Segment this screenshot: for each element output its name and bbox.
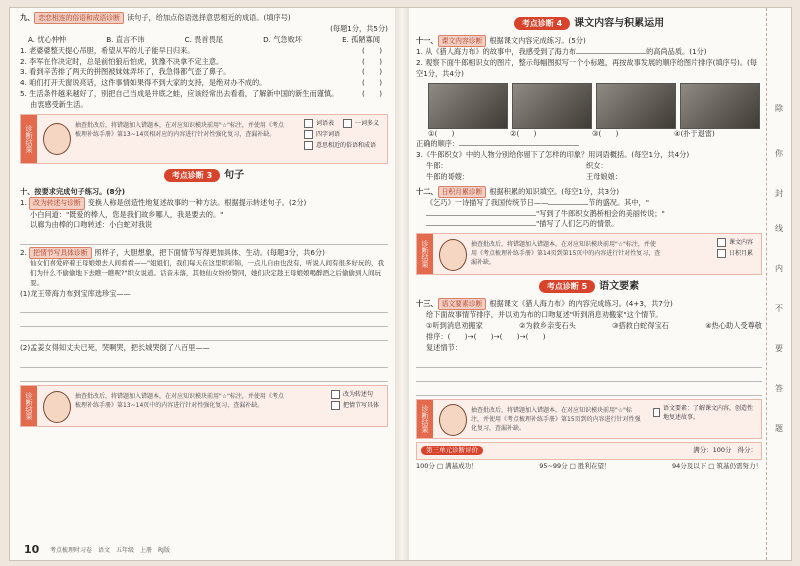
q9-answer-blank[interactable]: ( ) bbox=[362, 67, 382, 77]
character-row bbox=[416, 161, 762, 172]
q9-item bbox=[20, 57, 388, 68]
checkbox-icon[interactable] bbox=[304, 130, 313, 139]
q12-line bbox=[416, 209, 762, 220]
character-label: 王母娘娘： bbox=[586, 171, 622, 181]
answer-line[interactable] bbox=[20, 356, 388, 368]
banner-title: 句子 bbox=[224, 169, 245, 181]
page-footer: 考点梳理时习卷 语文 五年级 上册 RJ版 bbox=[50, 547, 170, 554]
q12-text: 节的盛况。其中，" bbox=[588, 197, 650, 207]
checkbox-icon[interactable] bbox=[304, 141, 313, 150]
left-column bbox=[20, 12, 388, 430]
q10-part2: 2. 把情节写具体诊断 照样子，大胆想象，把下面情节写得更加具体、生动。(每题3分，共6分) bbox=[20, 247, 388, 259]
diagnosis-options bbox=[304, 119, 379, 152]
event-label: ④热心助人受尊敬 bbox=[705, 321, 762, 331]
diagnosis-option[interactable] bbox=[331, 401, 379, 410]
unit-score-bar bbox=[416, 442, 762, 460]
character-label: 织女： bbox=[586, 160, 608, 170]
sideband-char: 你 bbox=[775, 149, 783, 158]
q9-item-text: 1. 老婆婆整天提心吊胆，希望从军的儿子能早日归来。 bbox=[20, 45, 195, 55]
option-label: 改为转述句 bbox=[342, 391, 373, 399]
q9-header bbox=[20, 12, 388, 24]
character-row bbox=[416, 172, 762, 183]
story-picture bbox=[680, 83, 760, 129]
diagnosis-option[interactable] bbox=[717, 238, 753, 247]
q9-option-d: D. 气急败坏 bbox=[263, 34, 302, 44]
sideband-char: 要 bbox=[775, 344, 783, 353]
diagnosis-box bbox=[416, 399, 762, 439]
score-label: 得分： bbox=[737, 445, 757, 454]
banner-pill: 考点诊断 4 bbox=[514, 17, 570, 30]
checkbox-icon[interactable] bbox=[653, 408, 660, 417]
story-picture bbox=[428, 83, 508, 129]
q9-answer-blank[interactable]: ( ) bbox=[362, 56, 382, 66]
diagnosis-option[interactable] bbox=[717, 249, 753, 258]
q9-instruction: 读句子，给加点俗语选择意思相近的成语。(填序号) bbox=[126, 13, 291, 22]
q11-item1-tail: 的高尚品质。(1分) bbox=[646, 47, 707, 57]
answer-line[interactable] bbox=[20, 315, 388, 327]
grade-option[interactable]: 95~99分 □ 胜利在望！ bbox=[539, 461, 611, 470]
q13-instruction: 根据课文《猎人海力布》的内容完成练习。(4+3，共7分) bbox=[489, 299, 673, 309]
section-banner-5 bbox=[504, 279, 674, 294]
q9-label: 九、 bbox=[20, 13, 35, 22]
worksheet-page bbox=[9, 7, 792, 561]
option-label: 四字词语 bbox=[315, 130, 340, 138]
q9-item bbox=[20, 46, 388, 57]
event-label: ①听到消息劝搬家 bbox=[426, 321, 483, 331]
option-label: 把情节写具体 bbox=[342, 402, 379, 410]
diagnosis-label: 诊断结果 bbox=[21, 115, 37, 163]
sideband-char: 不 bbox=[775, 304, 783, 313]
q13-tag: 语文要素诊断 bbox=[438, 298, 487, 310]
checkbox-icon[interactable] bbox=[304, 119, 313, 128]
q11-item3: 3.《牛郎织女》中的人物分别给你留下了怎样的印象？用词语概括。(每空1分，共4分) bbox=[416, 150, 690, 160]
q12-text: "写到了牛郎织女鹊桥相会的美丽传说；" bbox=[536, 208, 665, 218]
q9-tag: 恋恋相连的俗语和成语诊断 bbox=[34, 12, 124, 24]
answer-blank[interactable] bbox=[548, 204, 588, 205]
diagnosis-text: 抽查批改后，将错题加入错题本，在对应知识模块前用"☆"标注，并使用《考点梳理补练手册》第13~14页相对应的内容进行针对性强化复习，查漏补缺。 bbox=[75, 121, 284, 138]
q9-continuation: 由衷感受新生活。 bbox=[30, 99, 88, 109]
diagnosis-text: 抽查批改后，将错题加入错题本，在对应知识模块前用"☆"标注，并使用《考点梳理补练手册》第14页到第15页中的内容进行针对性复习，查漏补缺。 bbox=[471, 241, 661, 267]
q9-option-e: E. 孤陋寡闻 bbox=[342, 34, 380, 44]
caption-blank[interactable]: ③( ) bbox=[592, 128, 619, 138]
caption-blank[interactable]: ②( ) bbox=[510, 128, 537, 138]
answer-line[interactable] bbox=[416, 370, 762, 382]
right-column bbox=[416, 12, 762, 471]
q10-header: 十、按要求完成句子练习。(8分) bbox=[20, 186, 126, 196]
caption-blank[interactable]: ④(扑于退雷) bbox=[674, 128, 715, 138]
diagnosis-label: 诊断结果 bbox=[417, 400, 433, 438]
answer-blank[interactable] bbox=[459, 145, 579, 146]
q12-header bbox=[416, 186, 762, 198]
q10-part1: 1. 改为转述与诊断 变换人称是创造性地复述故事的一种方法。根据提示转述句子。(2分) bbox=[20, 197, 388, 209]
q11-item2: 2. 观察下面牛郎相识女的图片，整示每幅图拟写一个小标题，再按故事发展的顺序给图片排序(填序号)。(每空1分，共4分) bbox=[416, 57, 757, 78]
total-score: 满分：100分 bbox=[693, 445, 732, 454]
diagnosis-option[interactable] bbox=[653, 404, 753, 422]
character-label: 牛郎： bbox=[426, 160, 448, 170]
q10-p1-tag: 改为转述与诊断 bbox=[29, 197, 85, 209]
story-pictures bbox=[428, 83, 762, 129]
q13-label: 十三、 bbox=[416, 299, 438, 309]
banner-title: 课文内容与积累运用 bbox=[574, 18, 665, 29]
answer-line[interactable] bbox=[20, 370, 388, 382]
q9-item-text: 2. 李军在作决定时，总是前怕狼后怕虎，犹豫不决拿不定主意。 bbox=[20, 56, 224, 66]
grade-option[interactable]: 100分 □ 满基成功！ bbox=[416, 461, 478, 470]
diagnosis-options bbox=[653, 404, 753, 424]
q11-order bbox=[416, 139, 762, 150]
q12-label: 十二、 bbox=[416, 186, 438, 196]
q9-item bbox=[20, 67, 388, 78]
answer-line[interactable] bbox=[20, 301, 388, 313]
q10-item1: (1)龙王带海力布到宝库选珍宝—— bbox=[20, 288, 131, 298]
option-label: 词语表 bbox=[315, 119, 334, 127]
event-label: ②为救乡亲变石头 bbox=[519, 321, 576, 331]
student-avatar-icon bbox=[43, 391, 71, 423]
sideband-char: 封 bbox=[775, 189, 783, 198]
answer-line[interactable] bbox=[20, 329, 388, 341]
diagnosis-options bbox=[331, 390, 379, 412]
student-avatar-icon bbox=[439, 239, 467, 271]
sideband-char: 题 bbox=[775, 424, 783, 433]
story-picture bbox=[596, 83, 676, 129]
q12-line bbox=[416, 219, 762, 230]
sideband-char: 除 bbox=[775, 104, 783, 113]
option-label: 意思相近的俗语和成语 bbox=[315, 141, 376, 149]
q12-text: 《乞巧》一诗描写了我国传统节日—— bbox=[426, 197, 549, 207]
diagnosis-option[interactable] bbox=[304, 141, 379, 150]
q13-events bbox=[416, 321, 762, 332]
checkbox-icon[interactable] bbox=[343, 119, 352, 128]
q9-options bbox=[20, 35, 388, 46]
q12-line bbox=[416, 198, 762, 209]
diagnosis-box bbox=[20, 385, 388, 427]
checkbox-icon[interactable] bbox=[717, 249, 726, 258]
q9-item bbox=[20, 78, 388, 89]
sideband-char: 内 bbox=[775, 264, 783, 273]
diagnosis-box bbox=[416, 233, 762, 275]
q9-answer-blank[interactable]: ( ) bbox=[362, 78, 382, 88]
story-picture bbox=[512, 83, 592, 129]
score-pill: 第三单元诊断评价 bbox=[421, 446, 483, 456]
sideband-char: 答 bbox=[775, 384, 783, 393]
q13-sort[interactable]: 排序：( )→( )→( )→( ) bbox=[426, 331, 546, 341]
diagnosis-option[interactable] bbox=[304, 130, 379, 139]
q9-option-a: A. 忧心忡忡 bbox=[28, 34, 67, 44]
q10-p2-example: 仙女们喜爱碎着王母娘娘去人间看看——"姐姐们，我们每天在这里织彩锦，一点儿自由也没有，听说人间有很多好玩的，我们为什么不偷偷地下去瞧一瞧呢?"织女说道。话音未落，其他仙女纷纷赞同，她们决定趁王母娘娘喝醉酒之后偷偷到人间玩耍。 bbox=[30, 259, 384, 287]
diagnosis-box bbox=[20, 114, 388, 164]
picture-captions bbox=[428, 129, 762, 140]
diagnosis-text: 抽查批改后，将错题加入错题本，在对应知识模块前用"☆"标注，并使用《考点梳理补练手册》第15页到的内容进行针对性强化复习，查漏补缺。 bbox=[471, 406, 641, 432]
option-label: 日积月累 bbox=[728, 250, 753, 258]
q9-score: (每题1分，共5分) bbox=[330, 24, 388, 34]
diagnosis-options bbox=[717, 238, 753, 260]
q12-text: "描写了人们乞巧的情景。 bbox=[536, 219, 619, 229]
answer-blank[interactable] bbox=[576, 53, 646, 54]
q9-option-c: C. 畏首畏尾 bbox=[184, 34, 223, 44]
q12-tag: 日积月累诊断 bbox=[438, 186, 487, 198]
q13-header bbox=[416, 298, 762, 310]
order-label: 正确的顺序： bbox=[416, 139, 460, 149]
banner-pill: 考点诊断 5 bbox=[539, 280, 595, 293]
event-label: ③搭救白蛇得宝石 bbox=[612, 321, 669, 331]
q10-item2: (2)孟姜女得知丈夫已死，哭啊哭，把长城哭倒了八百里—— bbox=[20, 343, 210, 353]
q9-item-text: 4. 咱们打开天窗说亮话，这件事情如果得不到大家的支持，是绝对办不成的。 bbox=[20, 78, 267, 88]
q9-answer-blank[interactable]: ( ) bbox=[362, 88, 382, 98]
grade-options bbox=[416, 462, 762, 472]
seal-line-band bbox=[766, 8, 792, 560]
diagnosis-option[interactable] bbox=[304, 119, 379, 128]
q12-instruction: 根据积累的知识填空。(每空1分，共3分) bbox=[489, 186, 620, 196]
option-label: 语文要素：了解课文内容，创造性地复述故事。 bbox=[663, 404, 754, 421]
sideband-char: 线 bbox=[775, 224, 783, 233]
page-spine bbox=[395, 8, 409, 560]
q10-p1-text: 变换人称是创造性地复述故事的一种方法。根据提示转述句子。(2分) bbox=[87, 198, 307, 208]
banner-pill: 考点诊断 3 bbox=[164, 169, 220, 182]
section-banner-3 bbox=[119, 168, 289, 183]
page-number: 10 bbox=[24, 543, 40, 556]
q11-item1 bbox=[416, 47, 762, 58]
q10-p2-text: 照样子，大胆想象，把下面情节写得更加具体、生动。(每题3分，共6分) bbox=[94, 248, 325, 258]
answer-line[interactable] bbox=[416, 356, 762, 368]
q13-sub: 给下面故事情节排序，并以劝为布的口吻复述"听到消息劝搬家"这个情节。 bbox=[426, 310, 663, 320]
option-label: 一词多义 bbox=[354, 119, 379, 127]
checkbox-icon[interactable] bbox=[717, 238, 726, 247]
q11-header bbox=[416, 35, 762, 47]
checkbox-icon[interactable] bbox=[331, 401, 340, 410]
checkbox-icon[interactable] bbox=[331, 390, 340, 399]
q9-item-text: 3. 看到辛苦排了两天的拼图被妹妹弄坏了，我急得都气歪了鼻子。 bbox=[20, 67, 231, 77]
banner-title: 语文要素 bbox=[599, 281, 640, 293]
student-avatar-icon bbox=[43, 123, 71, 155]
caption-blank[interactable]: ①( ) bbox=[428, 128, 455, 138]
option-label: 课文内容 bbox=[728, 239, 753, 247]
grade-option[interactable]: 94分及以下 □ 筑基仍需努力！ bbox=[671, 461, 762, 470]
diagnosis-text: 抽查批改后，将错题加入错题本，在对应知识模块前用"☆"标注，并使用《考点梳理补练手册》第13~14页中的内容进行针对性强化复习，查漏补缺。 bbox=[75, 393, 284, 410]
q9-answer-blank[interactable]: ( ) bbox=[362, 45, 382, 55]
diagnosis-option[interactable] bbox=[331, 390, 379, 399]
q10-p1-quote: 小白问道："既爱的棒人，您是我们故乡哪人，我是要去的。" bbox=[30, 209, 224, 219]
q9-item bbox=[20, 89, 388, 100]
answer-blank[interactable] bbox=[426, 215, 536, 216]
student-avatar-icon bbox=[439, 404, 467, 436]
q11-label: 十一、 bbox=[416, 36, 438, 45]
section-banner-4 bbox=[479, 16, 699, 31]
diagnosis-label: 诊断结果 bbox=[417, 234, 433, 274]
answer-line[interactable] bbox=[20, 233, 388, 245]
q10-p2-tag: 把情节写具体诊断 bbox=[29, 247, 91, 259]
q9-option-b: B. 直言不讳 bbox=[106, 34, 145, 44]
q13-retell-label: 复述情节： bbox=[426, 342, 462, 352]
q11-instruction: 根据课文内容完成练习。(5分) bbox=[489, 36, 586, 45]
diagnosis-label: 诊断结果 bbox=[21, 386, 37, 426]
character-label: 牛郎的哥嫂： bbox=[426, 171, 470, 181]
q9-item-text: 5. 生活条件越来越好了，别把自己当成是井底之蛙，应该经常出去看看，了解新中国的新生而谨慎。 bbox=[20, 88, 339, 98]
answer-line[interactable] bbox=[416, 384, 762, 396]
q10-p1-answer: 以廊为由棒的口吻转述：小白蛇对我说 bbox=[30, 220, 153, 230]
answer-blank[interactable] bbox=[426, 225, 536, 226]
q11-item1-text: 1. 从《猎人海力布》的故事中，我感受到了海力布 bbox=[416, 47, 577, 57]
q11-tag: 课文内容诊断 bbox=[438, 35, 487, 47]
